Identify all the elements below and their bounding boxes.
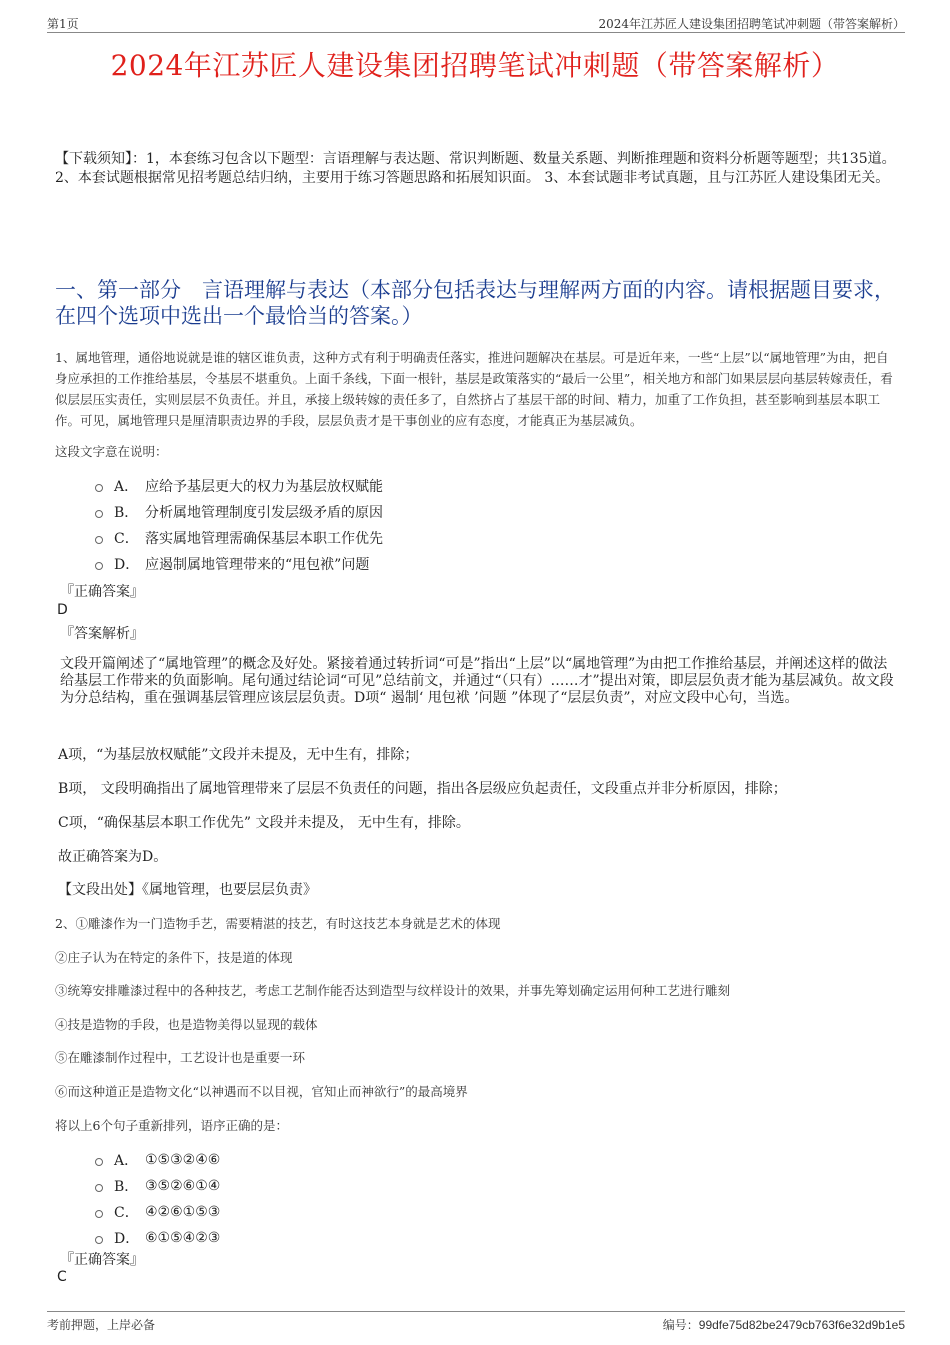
answer-analysis: 文段开篇阐述了“属地管理”的概念及好处。紧接着通过转折词“可是”指出“上层”以“属地管理”为由把工作推给基层，并阐述这样的做法给基层工作带来的负面影响。尾句通过结论词“可见”总结前文，并通过“（只有）……才”提出对策，即层层负责才能为基层减负。故文段为分总结构，重在强调基层管理应该层层负责。D项“ 遏制‘ 甩包袱 ’问题 ”体现了“层层负责”，对应文段中心句，当选。 xyxy=(60,656,894,706)
radio-icon[interactable] xyxy=(95,1210,103,1218)
option-letter: D． xyxy=(114,1231,140,1247)
analysis-item-b: B项， 文段明确指出了属地管理带来了层层不负责任的问题，指出各层级应负起责任，文段重点并非分析原因，排除； xyxy=(58,781,787,797)
option-text: ⑥①⑤④②③ xyxy=(145,1230,221,1246)
code-label: 编号： xyxy=(662,1318,699,1332)
radio-icon[interactable] xyxy=(95,510,103,518)
text-source: 【文段出处】《属地管理，也要层层负责》 xyxy=(58,882,317,898)
page-number: 第1页 xyxy=(47,17,79,31)
radio-icon[interactable] xyxy=(95,562,103,570)
analysis-label: 『答案解析』 xyxy=(60,626,144,642)
section-heading: 一、第一部分 言语理解与表达（本部分包括表达与理解两方面的内容。请根据题目要求，在四个选项中选出一个最恰当的答案。） xyxy=(55,278,895,328)
document-code xyxy=(663,1316,905,1333)
option-letter: A． xyxy=(114,1153,139,1169)
analysis-item-a: A项，“为基层放权赋能”文段并未提及，无中生有，排除； xyxy=(58,747,419,763)
question-2-sentence: ④技是造物的手段，也是造物美得以显现的载体 xyxy=(55,1017,318,1032)
option-b[interactable] xyxy=(95,499,383,525)
correct-answer-label: 『正确答案』 xyxy=(60,1252,144,1268)
question-2-options xyxy=(95,1147,220,1251)
radio-icon[interactable] xyxy=(95,1236,103,1244)
option-text: ①⑤③②④⑥ xyxy=(145,1152,221,1168)
page-footer xyxy=(47,1311,905,1332)
question-2-sentence: ②庄子认为在特定的条件下，技是道的体现 xyxy=(55,950,293,965)
option-text: 应遏制属地管理带来的“甩包袱”问题 xyxy=(145,557,370,573)
code-value: 99dfe75d82be2479cb763f6e32d9b1e5 xyxy=(698,1318,905,1332)
option-c[interactable] xyxy=(95,1199,220,1225)
header-doc-title: 2024年江苏匠人建设集团招聘笔试冲刺题（带答案解析） xyxy=(598,17,905,31)
correct-answer-label: 『正确答案』 xyxy=(60,584,144,600)
page-title: 2024年江苏匠人建设集团招聘笔试冲刺题（带答案解析） xyxy=(110,49,840,82)
option-b[interactable] xyxy=(95,1173,220,1199)
option-letter: A． xyxy=(114,479,139,495)
radio-icon[interactable] xyxy=(95,1184,103,1192)
analysis-item-c: C项，“确保基层本职工作优先” 文段并未提及， 无中生有，排除。 xyxy=(58,815,470,831)
analysis-conclusion: 故正确答案为D。 xyxy=(58,849,168,865)
option-letter: D． xyxy=(114,557,140,573)
option-text: ③⑤②⑥①④ xyxy=(145,1178,221,1194)
option-text: 分析属地管理制度引发层级矛盾的原因 xyxy=(145,505,383,521)
option-letter: C． xyxy=(114,1205,139,1221)
option-letter: C． xyxy=(114,531,139,547)
download-notice: 【下载须知】：1，本套练习包含以下题型：言语理解与表达题、常识判断题、数量关系题、判断推理题和资料分析题等题型；共135道。 2、本套试题根据常见招考题总结归纳，主要用于练习答题思路和拓展知识面。 3、本套试题非考试真题，且与江苏匠人建设集团无关。 xyxy=(55,151,896,186)
correct-answer: C xyxy=(57,1269,67,1285)
correct-answer: D xyxy=(57,602,68,618)
question-2-sentence: ⑤在雕漆制作过程中，工艺设计也是重要一环 xyxy=(55,1050,306,1065)
footer-slogan: 考前押题，上岸必备 xyxy=(47,1318,156,1332)
question-2-intro: 2、①雕漆作为一门造物手艺，需要精湛的技艺，有时这技艺本身就是艺术的体现 xyxy=(55,916,501,931)
question-2-sentence: ⑥而这种道正是造物文化“以神遇而不以目视，官知止而神欲行”的最高境界 xyxy=(55,1084,468,1099)
question-1-options xyxy=(95,473,383,577)
option-letter: B． xyxy=(114,505,139,521)
question-1-text: 1、属地管理，通俗地说就是谁的辖区谁负责，这种方式有利于明确责任落实，推进问题解决在基层。可是近年来，一些“上层”以“属地管理”为由，把自身应承担的工作推给基层，令基层不堪重负。上面千条线，下面一根针，基层是政策落实的“最后一公里”，相关地方和部门如果层层向基层转嫁责任，看似层层压实责任，实则层层不负责任。并且，承接上级转嫁的责任多了，自然挤占了基层干部的时间、精力，加重了工作负担，甚至影响到基层本职工作。可见，属地管理只是厘清职责边界的手段，层层负责才是干事创业的应有态度，才能真正为基层减负。 xyxy=(55,350,893,428)
option-c[interactable] xyxy=(95,525,383,551)
question-1-prompt: 这段文字意在说明： xyxy=(55,444,168,459)
radio-icon[interactable] xyxy=(95,484,103,492)
question-2-sentence: ③统筹安排雕漆过程中的各种技艺，考虑工艺制作能否达到造型与纹样设计的效果，并事先筹划确定运用何种工艺进行雕刻 xyxy=(55,983,731,998)
option-text: 落实属地管理需确保基层本职工作优先 xyxy=(145,531,383,547)
option-a[interactable] xyxy=(95,473,383,499)
radio-icon[interactable] xyxy=(95,1158,103,1166)
option-a[interactable] xyxy=(95,1147,220,1173)
page-header xyxy=(47,14,905,33)
option-letter: B． xyxy=(114,1179,139,1195)
option-d[interactable] xyxy=(95,1225,220,1251)
option-d[interactable] xyxy=(95,551,383,577)
radio-icon[interactable] xyxy=(95,536,103,544)
option-text: 应给予基层更大的权力为基层放权赋能 xyxy=(145,479,383,495)
question-2-prompt: 将以上6个句子重新排列，语序正确的是： xyxy=(55,1118,288,1133)
option-text: ④②⑥①⑤③ xyxy=(145,1204,221,1220)
